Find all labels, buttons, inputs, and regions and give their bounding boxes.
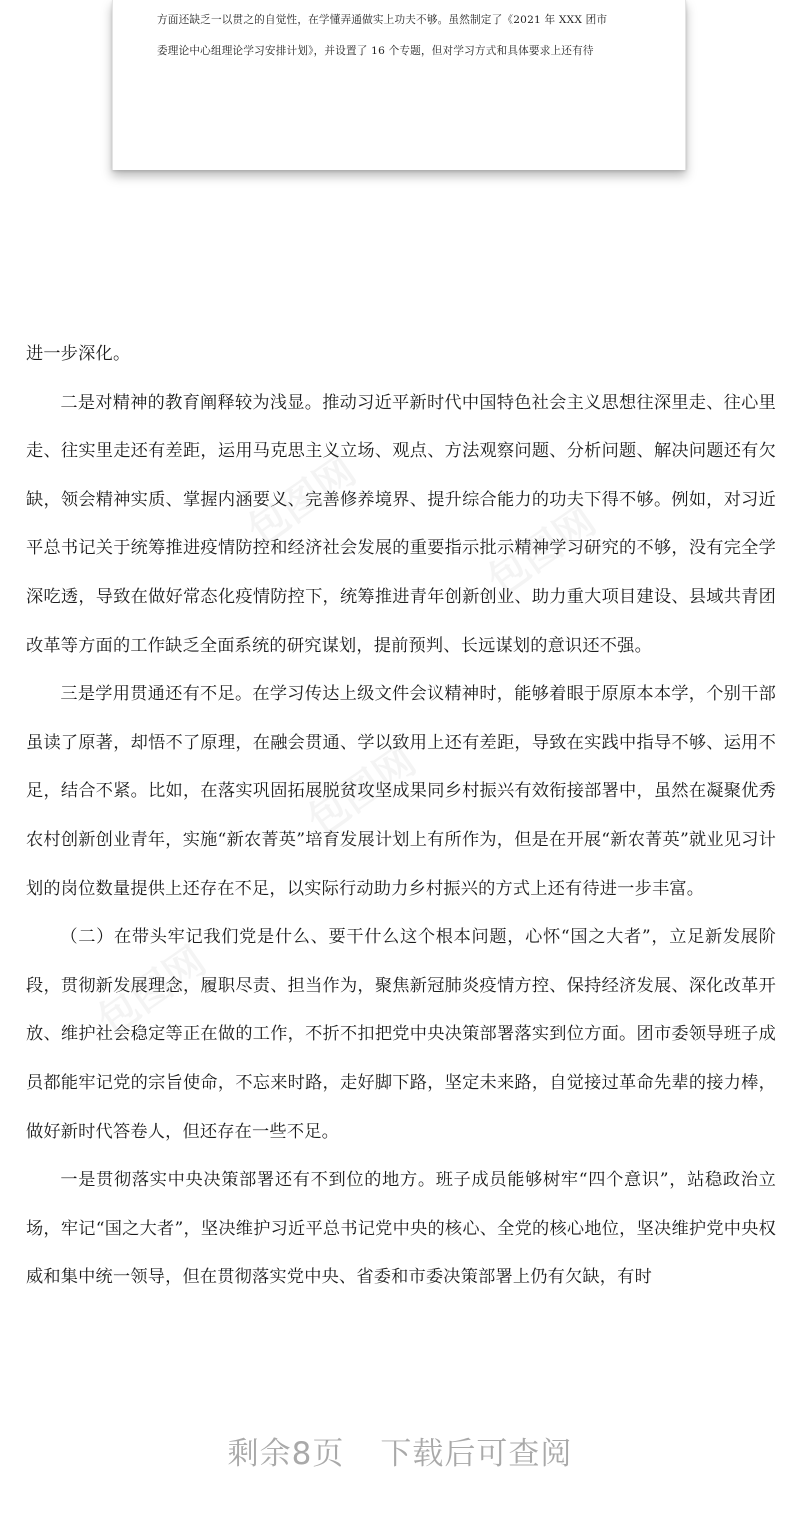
remaining-pages-prompt[interactable] bbox=[0, 1428, 800, 1473]
download-prompt-label[interactable]: 下载后可查阅 bbox=[380, 1436, 573, 1472]
preview-text-line-1: 方面还缺乏一以贯之的自觉性，在学懂弄通做实上功夫不够。虽然制定了《2021 年 XXX 团市 bbox=[157, 14, 608, 26]
paragraph: 进一步深化。 bbox=[26, 344, 131, 364]
document-body bbox=[26, 330, 776, 1302]
paragraph: 三是学用贯通还有不足。在学习传达上级文件会议精神时，能够着眼于原原本本学，个别干部虽读了原著，却悟不了原理，在融会贯通、学以致用上还有差距，导致在实践中指导不够、运用不足，结合不紧。比如，在落实巩固拓展脱贫攻坚成果同乡村振兴有效衔接部署中，虽然在凝聚优秀农村创新创业青年，实施“新农菁英”培育发展计划上有所作为，但是在开展“新农菁英”就业见习计划的岗位数量提供上还存在不足，以实际行动助力乡村振兴的方式上还有待进一步丰富。 bbox=[26, 684, 776, 899]
remaining-pages-label[interactable]: 剩余8页 bbox=[227, 1436, 345, 1472]
paragraph: 二是对精神的教育阐释较为浅显。推动习近平新时代中国特色社会主义思想往深里走、往心里走、往实里走还有差距，运用马克思主义立场、观点、方法观察问题、分析问题、解决问题还有欠缺，领会精神实质、掌握内涵要义、完善修养境界、提升综合能力的功夫下得不够。例如，对习近平总书记关于统筹推进疫情防控和经济社会发展的重要指示批示精神学习研究的不够，没有完全学深吃透，导致在做好常态化疫情防控下，统筹推进青年创新创业、助力重大项目建设、县域共青团改革等方面的工作缺乏全面系统的研究谋划，提前预判、长远谋划的意识还不强。 bbox=[26, 392, 776, 656]
preview-text-line-2: 委理论中心组理论学习安排计划》，并设置了 16 个专题，但对学习方式和具体要求上还有待 bbox=[157, 45, 594, 57]
paragraph: 一是贯彻落实中央决策部署还有不到位的地方。班子成员能够树牢“四个意识”，站稳政治立场，牢记“国之大者”，坚决维护习近平总书记党中央的核心、全党的核心地位，坚决维护党中央权威和集中统一领导，但在贯彻落实党中央、省委和市委决策部署上仍有欠缺，有时 bbox=[26, 1170, 776, 1288]
paragraph: （二）在带头牢记我们党是什么、要干什么这个根本问题，心怀“国之大者”，立足新发展阶段，贯彻新发展理念，履职尽责、担当作为，聚焦新冠肺炎疫情方控、保持经济发展、深化改革开放、维护社会稳定等正在做的工作，不折不扣把党中央决策部署落实到位方面。团市委领导班子成员都能牢记党的宗旨使命，不忘来时路，走好脚下路，坚定未来路，自觉接过革命先辈的接力棒，做好新时代答卷人，但还存在一些不足。 bbox=[26, 927, 776, 1142]
preview-card bbox=[112, 0, 686, 170]
